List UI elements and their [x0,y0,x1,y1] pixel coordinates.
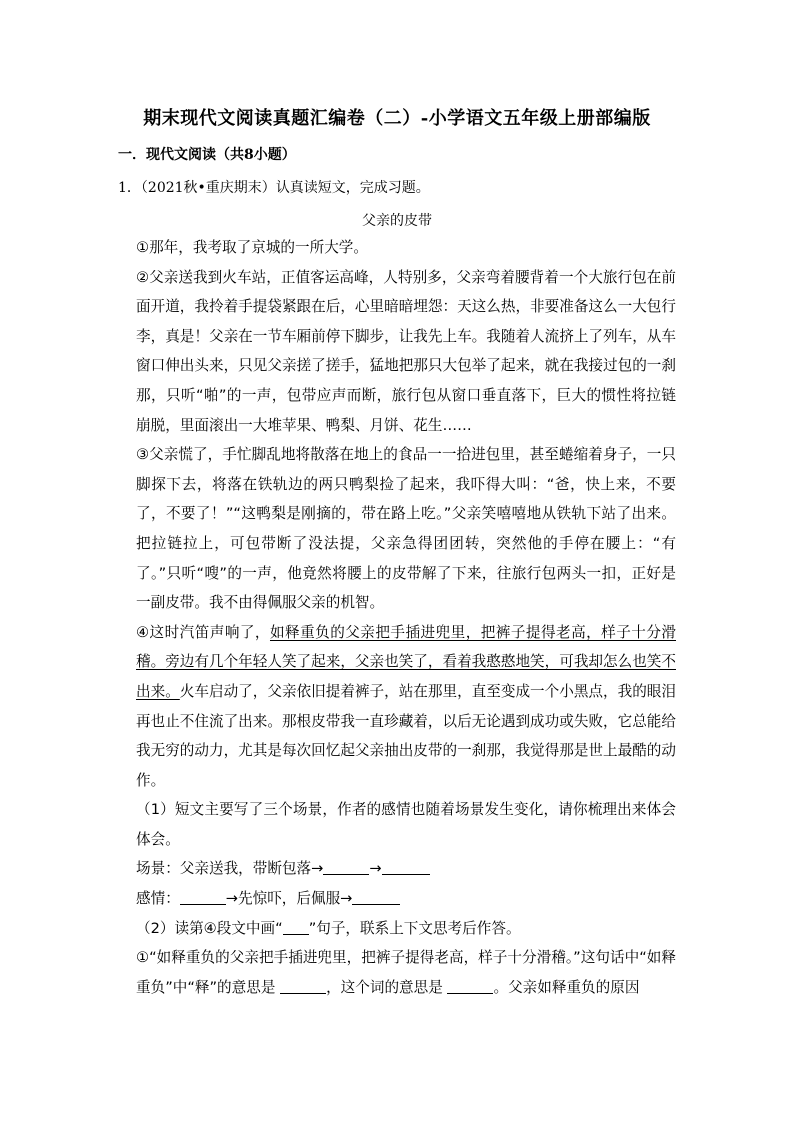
question-2-text [136,914,676,944]
q2-sub1-c: 。父亲如释重负的原因 [493,978,640,996]
doc-title: 期末现代文阅读真题汇编卷（二）-小学语文五年级上册部编版 [143,108,651,129]
question-header [118,177,430,197]
section-heading: 一．现代文阅读（共8小题） [118,147,296,163]
paragraph-1: ①那年，我考取了京城的一所大学。 [136,239,368,256]
q2-blank-1[interactable] [280,979,326,994]
feeling-blank-1[interactable] [180,890,226,905]
question-1-text: （1）短文主要写了三个场景，作者的感情也随着场景发生变化，请你梳理出来体会体会。 [136,801,676,848]
question-2-sub-1 [136,943,676,1002]
q2-suffix: ”句子，联系上下文思考后作答。 [308,919,521,937]
feeling-blank-2[interactable] [352,890,400,905]
scene-blank-2[interactable] [382,860,430,875]
story-title: 父亲的皮带 [362,213,432,229]
paragraph-4-underlined: 如释重负的父亲把手插进兜里，把裤子提得老高，样子十分滑稽。旁边有几个年轻人笑了起来，父亲也笑了，看着我憨憨地笑，可我却怎么也笑不出来。 [136,623,676,700]
scene-arrow: → [369,860,382,878]
paragraph-4-rest: 火车启动了，父亲依旧提着裤子，站在那里，直至变成一个小黑点，我的眼泪再也止不住流了出来。那根皮带我一直珍藏着，以后无论遇到成功或失败，它总能给我无穷的动力，尤其是每次回忆起父亲抽出皮带的一刹那，我觉得那是世上最酷的动作。 [136,682,676,789]
q2-blank-2[interactable] [447,979,493,994]
question-1-scene [136,854,676,884]
question-1-feeling [136,884,676,914]
question-number: 1． [118,180,141,196]
underline-sample [283,920,309,935]
question-source: （2021秋•重庆期末） [140,180,276,196]
paragraph-2: ②父亲送我到火车站，正值客运高峰，人特别多，父亲弯着腰背着一个大旅行包在前面开道，我拎着手提袋紧跟在后，心里暗暗埋怨：天这么热，非要准备这么一大包行李，真是！父亲在一节车厢前停下脚步，让我先上车。我随着人流挤上了列车，从车窗口伸出头来，只见父亲搓了搓手，猛地把那只大包举了起来，就在我接过包的一刹那，只听“啪”的一声，包带应声而断，旅行包从窗口垂直落下，巨大的惯性将拉链崩脱，里面滚出一大堆苹果、鸭梨、月饼、花生…… [136,268,676,434]
paragraph-3: ③父亲慌了，手忙脚乱地将散落在地上的食品一一拾进包里，甚至蜷缩着身子，一只脚探下去，将落在铁轨边的两只鸭梨捡了起来，我吓得大叫：“爸，快上来，不要了，不要了！”“这鸭梨是刚摘的，带在路上吃。”父亲笑嘻嘻地从铁轨下站了出来。把拉链拉上，可包带断了没法提，父亲急得团团转，突然他的手停在腰上：“有了。”只听“嗖”的一声，他竟然将腰上的皮带解了下来，往旅行包两头一扣，正好是一副皮带。我不由得佩服父亲的机智。 [136,446,676,612]
feeling-label: 感情： [136,890,180,908]
q2-sub1-a: ①“如释重负的父亲把手插进兜里，把裤子提得老高，样子十分滑稽。”这句话中“如释重负”中“释”的意思是 [136,949,676,996]
feeling-mid: →先惊吓，后佩服→ [225,890,353,908]
scene-label: 场景：父亲送我，带断包落→ [136,860,324,878]
q2-prefix: （2）读第④段文中画“ [136,919,283,937]
paragraph-4-prefix: ④这时汽笛声响了， [136,623,270,641]
scene-blank-1[interactable] [323,860,369,875]
q2-sub1-b: ，这个词的意思是 [326,978,448,996]
paragraph-4 [136,618,676,796]
story-body [136,233,676,1002]
question-instruction: 认真读短文，完成习题。 [275,180,430,196]
